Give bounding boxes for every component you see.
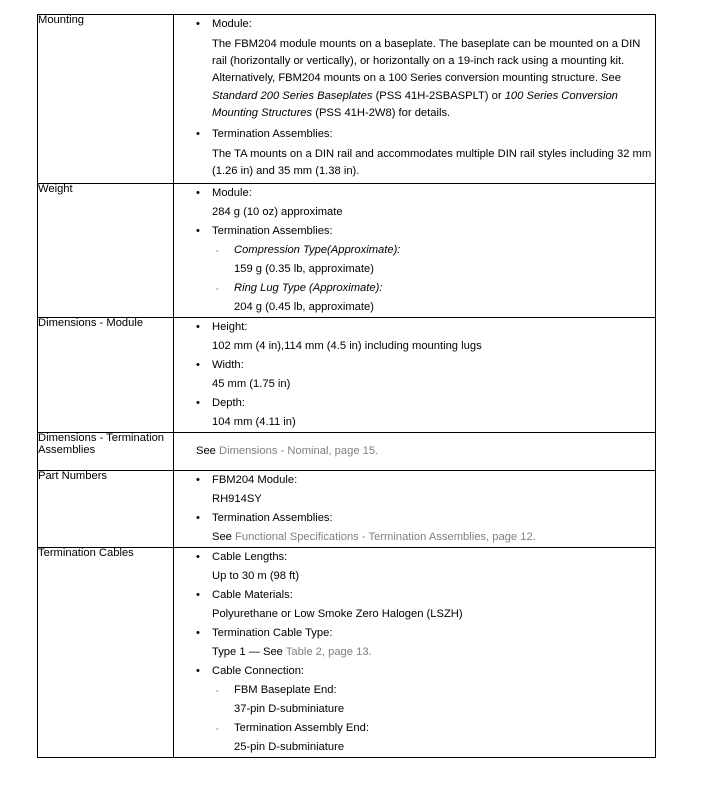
sub-bullet-circle-icon: ◦ [216, 688, 219, 696]
row-content-cell [174, 433, 656, 471]
bullet-list [174, 15, 655, 183]
sub-bullet-circle-icon: ◦ [216, 726, 219, 734]
item-heading: Width: [212, 359, 244, 372]
cross-reference-line [212, 643, 655, 662]
body-part: The FBM204 module mounts on a baseplate. The baseplate can be mounted on a DIN rail (horizontally or vertically), or horizontally on a 19-inch rack using a mounting kit. Alternatively, FBM204 mounts on a 100 Series conversion mounting structure. See [212, 38, 641, 85]
row-label-cell [38, 318, 174, 433]
row-label-cell [38, 433, 174, 471]
item-value: Polyurethane or Low Smoke Zero Halogen (LSZH) [212, 608, 463, 621]
list-item [174, 509, 655, 547]
item-value: 284 g (10 oz) approximate [212, 206, 343, 219]
bullet-dot-icon: • [196, 128, 200, 141]
list-item [174, 586, 655, 624]
bullet-dot-icon: • [196, 321, 200, 334]
body-part: (PSS 41H-2W8) for details. [312, 106, 451, 119]
see-suffix: . [532, 531, 536, 544]
table-row [38, 433, 656, 471]
bullet-dot-icon: • [196, 627, 200, 640]
document-title-reference: 100 Series Conversion Mounting Structures [212, 89, 618, 119]
item-heading: Cable Connection: [212, 665, 305, 678]
row-label: Dimensions - Termination Assemblies [38, 432, 165, 456]
list-item [174, 184, 655, 222]
document-title-reference: Standard 200 Series Baseplates [212, 89, 373, 102]
row-content-cell [174, 548, 656, 758]
bullet-dot-icon: • [196, 474, 200, 487]
row-label-cell [38, 184, 174, 318]
table-row [38, 184, 656, 318]
row-content-cell [174, 184, 656, 318]
list-item [174, 548, 655, 586]
sub-bullet-list [212, 681, 655, 757]
see-prefix: See [196, 445, 220, 458]
item-body: The TA mounts on a DIN rail and accommodates multiple DIN rail styles including 32 mm (1.26 in) and 35 mm (1.38 in). [212, 148, 652, 178]
sub-item-value: 37-pin D-subminiature [234, 703, 345, 716]
cross-reference-link[interactable]: Functional Specifications - Termination Assemblies, page 12 [235, 531, 533, 544]
sub-bullet-list [212, 241, 655, 317]
list-item [174, 222, 655, 317]
item-heading: Termination Assemblies: [212, 225, 333, 238]
item-heading: Module: [212, 18, 252, 30]
item-value: Up to 30 m (98 ft) [212, 570, 300, 583]
item-heading: Cable Lengths: [212, 551, 288, 564]
bullet-dot-icon: • [196, 359, 200, 372]
see-suffix: . [368, 646, 372, 659]
table-row [38, 548, 656, 758]
bullet-dot-icon: • [196, 225, 200, 238]
item-value: 102 mm (4 in),114 mm (4.5 in) including mounting lugs [212, 340, 482, 353]
bullet-list [174, 471, 655, 547]
bullet-dot-icon: • [196, 187, 200, 200]
item-heading: FBM204 Module: [212, 474, 298, 487]
sub-item-value: 159 g (0.35 lb, approximate) [234, 263, 374, 276]
sub-item-value: 25-pin D-subminiature [234, 741, 345, 754]
sub-item-value: 204 g (0.45 lb, approximate) [234, 301, 374, 314]
specification-table-body [38, 15, 656, 758]
sub-item-heading: FBM Baseplate End: [234, 684, 337, 697]
row-label: Termination Cables [38, 547, 134, 560]
bullet-dot-icon: • [196, 18, 200, 30]
list-item [174, 624, 655, 662]
row-content-cell [174, 318, 656, 433]
sub-item-heading: Ring Lug Type (Approximate): [234, 282, 383, 295]
sub-bullet-circle-icon: ◦ [216, 286, 219, 294]
item-heading: Termination Assemblies: [212, 512, 333, 525]
bullet-dot-icon: • [196, 512, 200, 525]
list-item [174, 318, 655, 356]
body-part: (PSS 41H-2SBASPLT) or [372, 89, 505, 102]
bullet-dot-icon: • [196, 397, 200, 410]
bullet-dot-icon: • [196, 589, 200, 602]
item-heading: Module: [212, 187, 252, 200]
row-label: Mounting [38, 14, 85, 26]
table-row [38, 471, 656, 548]
see-prefix: See [212, 531, 236, 544]
cross-reference-line [174, 442, 649, 461]
row-content-cell [174, 15, 656, 184]
sub-list-item [212, 719, 655, 757]
list-item [174, 471, 655, 509]
row-content-cell [174, 471, 656, 548]
row-label: Dimensions - Module [38, 317, 144, 330]
item-heading: Termination Assemblies: [212, 128, 333, 141]
bullet-list [174, 548, 655, 757]
part-number-value: RH914SY [212, 493, 262, 506]
list-item [174, 394, 655, 432]
item-value: 104 mm (4.11 in) [212, 416, 296, 429]
list-item [174, 125, 655, 183]
table-row [38, 15, 656, 184]
sub-list-item [212, 279, 655, 317]
row-label: Weight [38, 183, 73, 196]
see-prefix: Type 1 — See [212, 646, 286, 659]
sub-list-item [212, 241, 655, 279]
cross-reference-link[interactable]: Table 2, page 13 [285, 646, 369, 659]
cross-reference-link[interactable]: Dimensions - Nominal, page 15 [219, 445, 376, 458]
item-value: 45 mm (1.75 in) [212, 378, 291, 391]
sub-item-heading: Termination Assembly End: [234, 722, 369, 735]
row-label: Part Numbers [38, 470, 108, 483]
row-label-cell [38, 548, 174, 758]
row-label-cell [38, 471, 174, 548]
sub-list-item [212, 681, 655, 719]
list-item [174, 662, 655, 757]
bullet-list [174, 318, 655, 432]
bullet-dot-icon: • [196, 665, 200, 678]
bullet-dot-icon: • [196, 551, 200, 564]
item-body [212, 34, 655, 125]
bullet-list [174, 184, 655, 317]
list-item [174, 15, 655, 125]
sub-bullet-circle-icon: ◦ [216, 248, 219, 256]
see-suffix: . [375, 445, 379, 458]
item-heading: Cable Materials: [212, 589, 293, 602]
list-item [174, 356, 655, 394]
item-heading: Height: [212, 321, 248, 334]
row-label-cell [38, 15, 174, 184]
specification-table [37, 14, 656, 758]
item-heading: Termination Cable Type: [212, 627, 333, 640]
table-row [38, 318, 656, 433]
sub-item-heading: Compression Type(Approximate): [234, 244, 401, 257]
item-heading: Depth: [212, 397, 245, 410]
cross-reference-line [212, 528, 655, 547]
